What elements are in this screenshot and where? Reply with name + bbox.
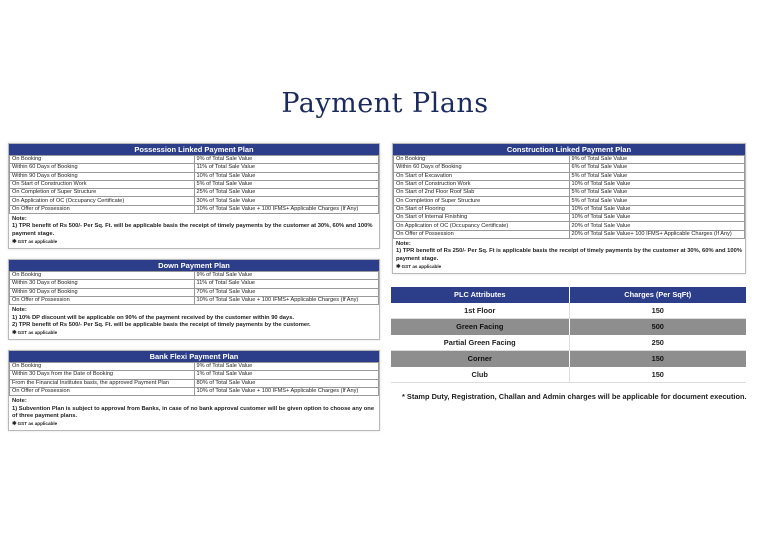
- possession-plan-title: Possession Linked Payment Plan: [9, 144, 379, 155]
- construction-plan-table: [393, 155, 745, 239]
- possession-plan-note: [9, 214, 379, 238]
- amount-cell: 25% of Total Sale Value: [194, 189, 379, 197]
- table-row: [10, 180, 379, 188]
- amount-cell: 10% of Total Sale Value: [569, 214, 745, 222]
- amount-cell: 5% of Total Sale Value: [194, 180, 379, 188]
- flexi-plan-card: [8, 350, 380, 431]
- stage-cell: On Booking: [394, 156, 570, 164]
- amount-cell: 20% of Total Sale Value: [569, 222, 745, 230]
- stage-cell: On Offer of Possession: [10, 387, 195, 395]
- table-row: [394, 230, 745, 238]
- stage-cell: Within 30 Days of Booking: [10, 280, 195, 288]
- amount-cell: 5% of Total Sale Value: [569, 197, 745, 205]
- plc-charge-header: Charges (Per SqFt): [569, 287, 747, 303]
- stage-cell: Within 60 Days of Booking: [10, 164, 195, 172]
- construction-plan-title: Construction Linked Payment Plan: [393, 144, 745, 155]
- gst-text: GST as applicable: [17, 421, 58, 427]
- stage-cell: On Start of Construction Work: [10, 180, 195, 188]
- table-row: [10, 379, 379, 387]
- table-row: [10, 272, 379, 280]
- star-icon: ✱: [12, 421, 17, 428]
- gst-text: GST as applicable: [401, 264, 442, 270]
- table-row: [10, 280, 379, 288]
- note-text: 1) Subvention Plan is subject to approval from Banks, in case of no bank approval customer will be given option to choose any one of three payment plans.: [12, 405, 375, 419]
- stage-cell: Within 30 Days from the Date of Booking: [10, 371, 195, 379]
- flexi-plan-table: [9, 362, 379, 396]
- table-row: [394, 164, 745, 172]
- table-row: [391, 351, 746, 367]
- amount-cell: 30% of Total Sale Value: [194, 197, 379, 205]
- note-text: 1) 10% DP discount will be applicable on 90% of the payment received by the customer within 90 days.: [12, 314, 295, 321]
- amount-cell: 11% of Total Sale Value: [194, 164, 379, 172]
- amount-cell: 1% of Total Sale Value: [194, 371, 379, 379]
- table-row: [391, 319, 746, 335]
- plc-table: [391, 287, 746, 383]
- amount-cell: 10% of Total Sale Value + 100 IFMS+ Applicable Charges (If Any): [194, 296, 379, 304]
- page-title: Payment Plans: [281, 88, 489, 119]
- plc-charge-cell: 150: [569, 367, 747, 382]
- table-row: [10, 156, 379, 164]
- note-label: Note:: [12, 216, 27, 223]
- stage-cell: On Completion of Super Structure: [10, 189, 195, 197]
- gst-text: GST as applicable: [17, 239, 58, 245]
- table-row: [394, 156, 745, 164]
- amount-cell: 10% of Total Sale Value + 100 IFMS+ Applicable Charges (If Any): [194, 205, 379, 213]
- note-label: Note:: [12, 307, 27, 314]
- note-label: Note:: [396, 240, 411, 247]
- table-row: [10, 363, 379, 371]
- amount-cell: 9% of Total Sale Value: [194, 363, 379, 371]
- amount-cell: 9% of Total Sale Value: [194, 156, 379, 164]
- gst-note: [393, 263, 745, 273]
- table-row: [10, 197, 379, 205]
- possession-plan-table: [9, 155, 379, 214]
- table-row: [10, 288, 379, 296]
- down-plan-note: [9, 305, 379, 329]
- plc-attr-cell: Corner: [467, 354, 492, 363]
- gst-note: [9, 238, 379, 248]
- amount-cell: 10% of Total Sale Value + 100 IFMS+ Applicable Charges (If Any): [194, 387, 379, 395]
- stage-cell: Within 90 Days of Booking: [10, 172, 195, 180]
- table-row: [394, 205, 745, 213]
- stage-cell: From the Financial Institutes basis, the approved Payment Plan: [10, 379, 195, 387]
- amount-cell: 5% of Total Sale Value: [569, 172, 745, 180]
- stage-cell: On Offer of Possession: [10, 205, 195, 213]
- amount-cell: 6% of Total Sale Value: [569, 164, 745, 172]
- table-row: [391, 367, 746, 383]
- plc-charge-cell: 150: [569, 303, 747, 318]
- stage-cell: Within 60 Days of Booking: [394, 164, 570, 172]
- plc-attr-cell: 1st Floor: [464, 306, 496, 315]
- plc-header-row: [391, 287, 746, 303]
- amount-cell: 9% of Total Sale Value: [569, 156, 745, 164]
- table-row: [394, 172, 745, 180]
- gst-note: [9, 420, 379, 430]
- down-plan-card: [8, 259, 380, 340]
- plc-attr-cell: Club: [471, 370, 488, 379]
- table-row: [10, 164, 379, 172]
- flexi-plan-note: [9, 396, 379, 420]
- table-row: [394, 197, 745, 205]
- stage-cell: On Booking: [10, 272, 195, 280]
- star-icon: ✱: [396, 264, 401, 271]
- table-row: [394, 180, 745, 188]
- amount-cell: 10% of Total Sale Value: [194, 172, 379, 180]
- table-row: [10, 371, 379, 379]
- stage-cell: On Offer of Possession: [10, 296, 195, 304]
- table-row: [10, 172, 379, 180]
- table-row: [10, 387, 379, 395]
- table-row: [394, 214, 745, 222]
- stage-cell: On Booking: [10, 363, 195, 371]
- amount-cell: 5% of Total Sale Value: [569, 189, 745, 197]
- stage-cell: On Booking: [10, 156, 195, 164]
- construction-plan-card: [392, 143, 746, 274]
- amount-cell: 70% of Total Sale Value: [194, 288, 379, 296]
- down-plan-title: Down Payment Plan: [9, 260, 379, 271]
- table-row: [391, 303, 746, 319]
- stage-cell: On Offer of Possession: [394, 230, 570, 238]
- stage-cell: On Start of Construction Work: [394, 180, 570, 188]
- stage-cell: On Start of Internal Finishing: [394, 214, 570, 222]
- stage-cell: On Application of OC (Occupancy Certificate): [394, 222, 570, 230]
- amount-cell: 9% of Total Sale Value: [194, 272, 379, 280]
- amount-cell: 11% of Total Sale Value: [194, 280, 379, 288]
- note-text: 1) TPR benefit of Rs 250/- Per Sq. Ft is applicable basis the receipt of timely payments by the customer at 30%, 60% and 100% payment stage.: [396, 248, 742, 262]
- gst-text: GST as applicable: [17, 330, 58, 336]
- plc-charge-cell: 150: [569, 351, 747, 367]
- star-icon: ✱: [12, 330, 17, 337]
- flexi-plan-title: Bank Flexi Payment Plan: [9, 351, 379, 362]
- table-row: [10, 296, 379, 304]
- amount-cell: 10% of Total Sale Value: [569, 205, 745, 213]
- stage-cell: On Completion of Super Structure: [394, 197, 570, 205]
- amount-cell: 10% of Total Sale Value: [569, 180, 745, 188]
- stage-cell: On Start of Flooring: [394, 205, 570, 213]
- note-text: 1) TPR benefit of Rs 500/- Per Sq. Ft. will be applicable basis the receipt of timely payments by the customer at 30%, 60% and 100% payment stage.: [12, 223, 373, 237]
- table-row: [394, 222, 745, 230]
- amount-cell: 20% of Total Sale Value+ 100 IFMS+ Applicable Charges (If Any): [569, 230, 745, 238]
- table-row: [10, 205, 379, 213]
- construction-plan-note: [393, 239, 745, 263]
- stage-cell: Within 90 Days of Booking: [10, 288, 195, 296]
- star-icon: ✱: [12, 239, 17, 246]
- stage-cell: On Start of 2nd Floor Roof Slab: [394, 189, 570, 197]
- amount-cell: 80% of Total Sale Value: [194, 379, 379, 387]
- plc-charge-cell: 250: [569, 335, 747, 350]
- down-plan-table: [9, 271, 379, 305]
- note-label: Note:: [12, 398, 27, 405]
- plc-attr-cell: Partial Green Facing: [443, 338, 516, 347]
- table-row: [394, 189, 745, 197]
- table-row: [391, 335, 746, 351]
- plc-charge-cell: 500: [569, 319, 747, 335]
- stage-cell: On Start of Excavation: [394, 172, 570, 180]
- plc-attr-header: PLC Attributes: [454, 290, 506, 299]
- note-text: 2) TPR benefit of Rs 500/- Per Sq. Ft. will be applicable basis the receipt of timely payments by the customer.: [12, 322, 311, 328]
- table-row: [10, 189, 379, 197]
- stage-cell: On Application of OC (Occupancy Certificate): [10, 197, 195, 205]
- plc-attr-cell: Green Facing: [456, 322, 504, 331]
- gst-note: [9, 329, 379, 339]
- stamp-duty-note: * Stamp Duty, Registration, Challan and Admin charges will be applicable for document execution.: [402, 392, 747, 401]
- possession-plan-card: [8, 143, 380, 249]
